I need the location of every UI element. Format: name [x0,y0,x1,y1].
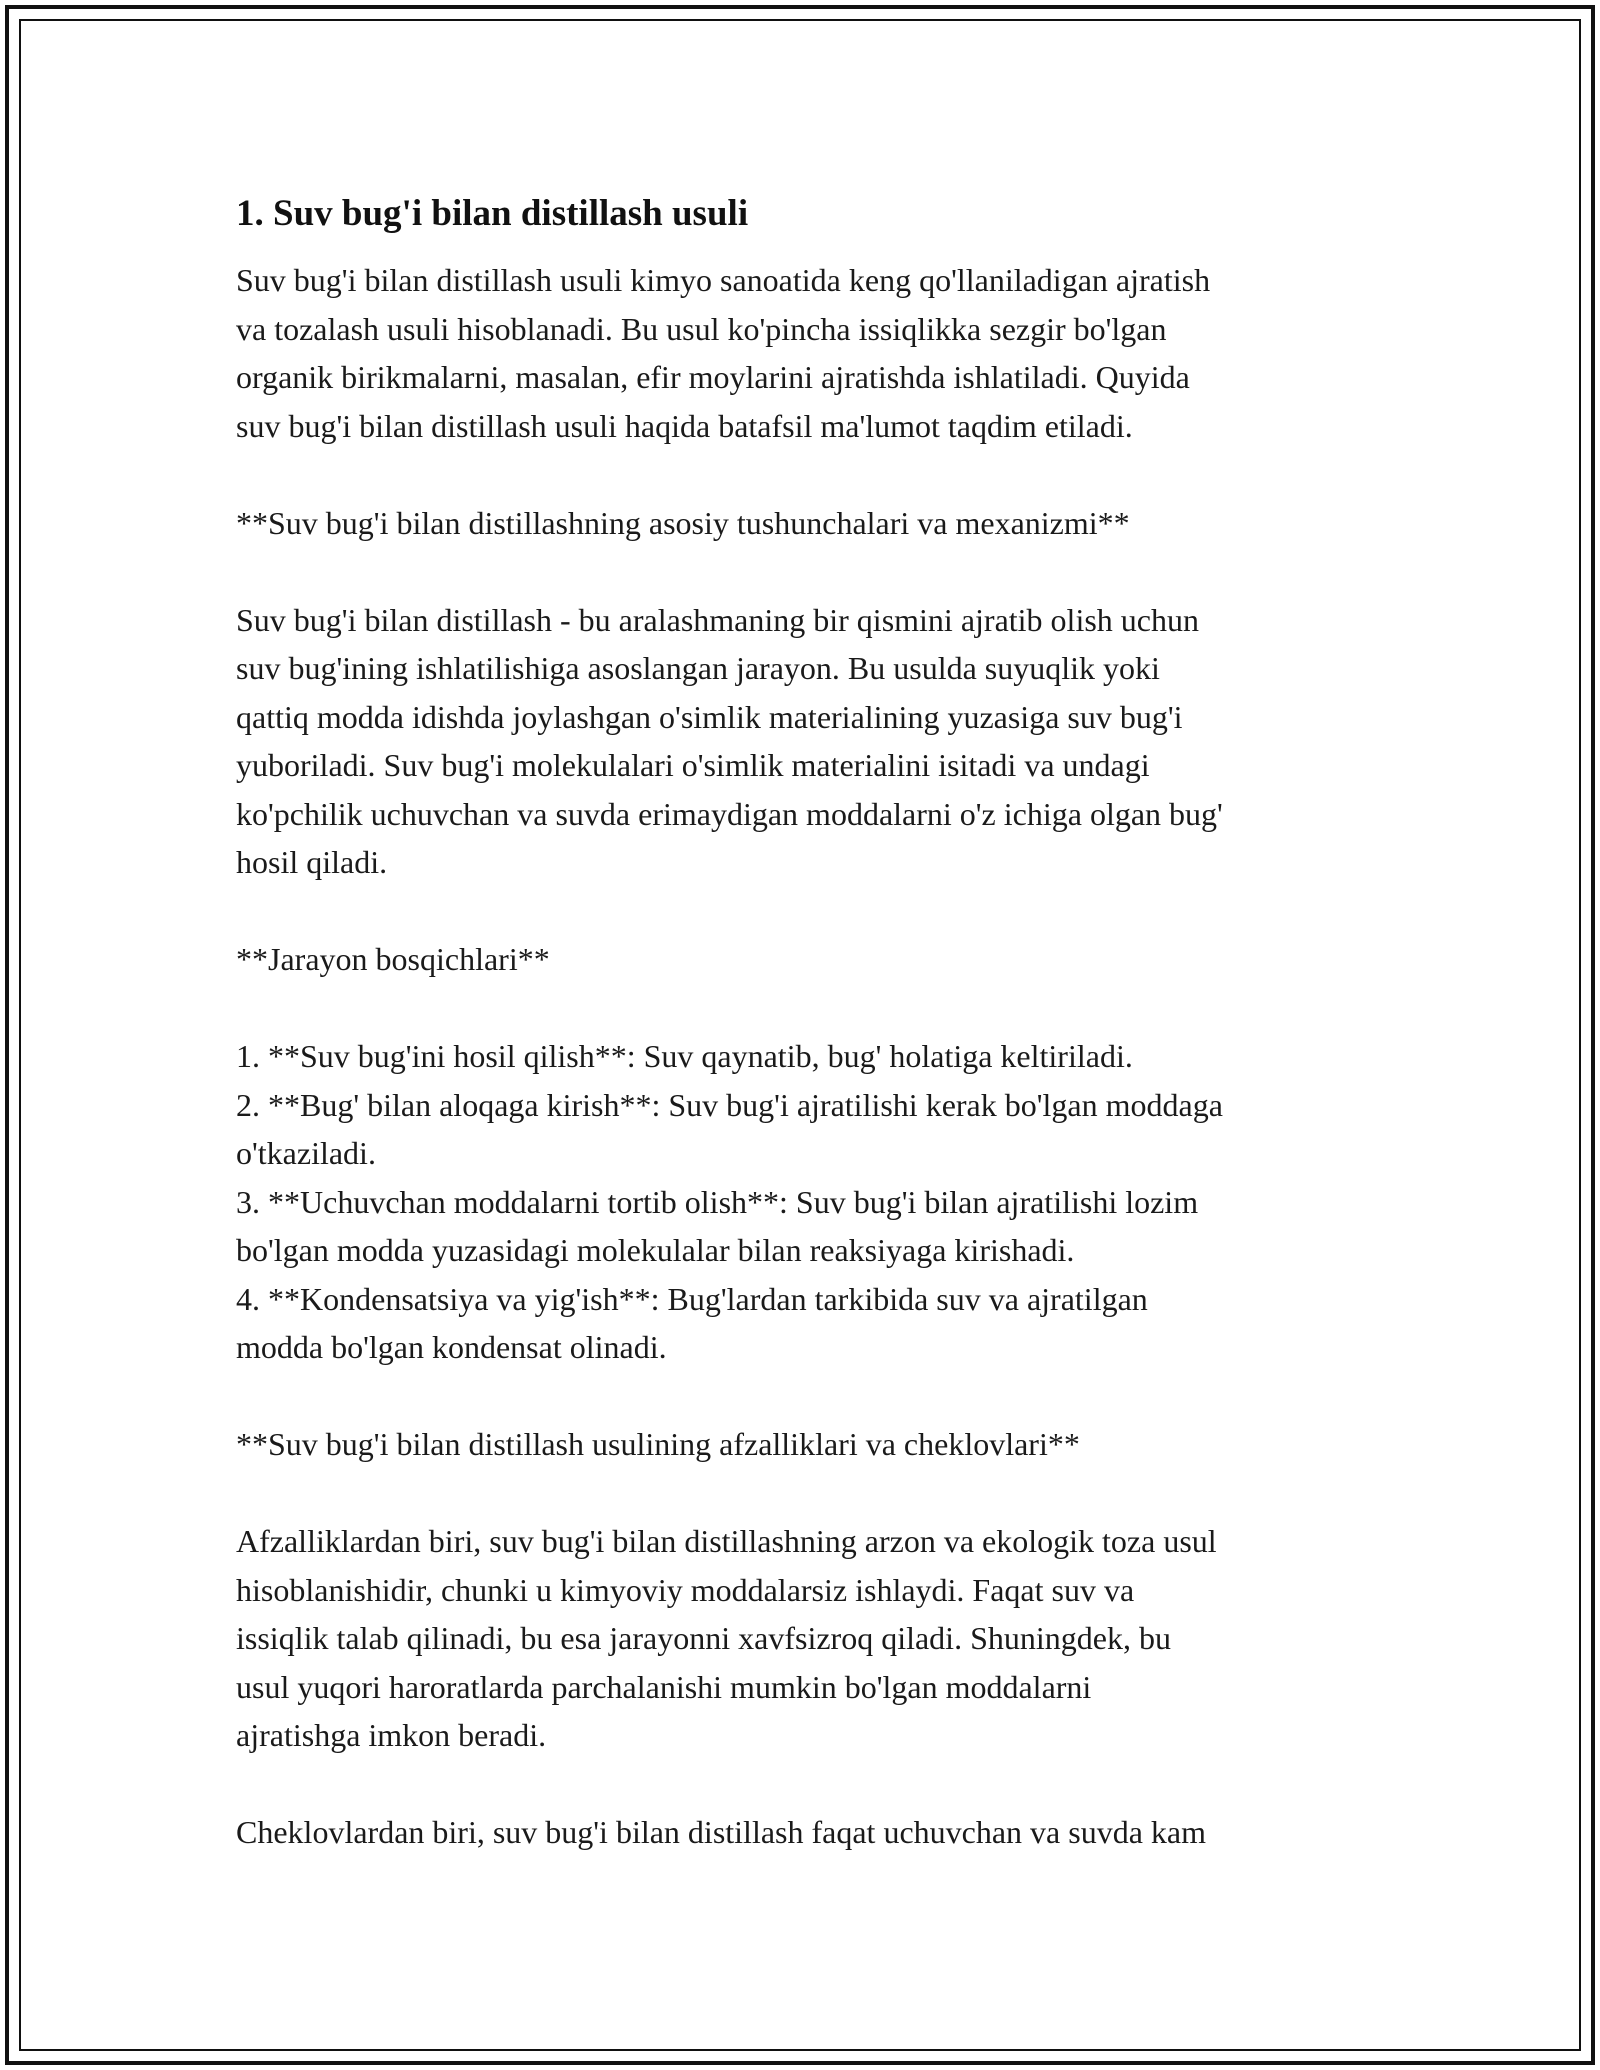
text-line: hisoblanishidir, chunki u kimyoviy moddalarsiz ishlaydi. Faqat suv va [236,1571,1135,1608]
text-line: Suv bug'i bilan distillash usuli kimyo sanoatida keng qo'llaniladigan ajratish [236,262,1211,298]
text-line: suv bug'ining ishlatilishiga asoslangan jarayon. Bu usulda suyuqlik yoki [236,650,1160,686]
text-line: **Suv bug'i bilan distillash usulining afzalliklari va cheklovlari** [236,1426,1080,1462]
blank-line [236,1760,1386,1809]
text-line: issiqlik talab qilinadi, bu esa jarayonni xavfsizroq qiladi. Shuningdek, bu [236,1620,1171,1656]
text-line: hosil qiladi. [236,844,388,880]
text-line: usul yuqori haroratlarda parchalanishi mumkin bo'lgan moddalarni [236,1668,1092,1705]
blank-line [236,1469,1386,1518]
text-line: bo'lgan modda yuzasidagi molekulalar bilan reaksiyaga kirishadi. [236,1232,1075,1268]
text-block [236,256,1386,1857]
blank-line [236,1372,1386,1421]
text-line: **Jarayon bosqichlari** [236,941,550,977]
text-line: suv bug'i bilan distillash usuli haqida batafsil ma'lumot taqdim etiladi. [236,407,1133,444]
text-line: **Suv bug'i bilan distillashning asosiy tushunchalari va mexanizmi** [236,504,1130,541]
blank-line [236,450,1386,499]
text-line: Cheklovlardan biri, suv bug'i bilan distillash faqat uchuvchan va suvda kam [236,1814,1206,1850]
document-body [236,188,1386,1857]
text-line: qattiq modda idishda joylashgan o'simlik materialining yuzasiga suv bug'i [236,698,1183,735]
blank-line [236,887,1386,936]
blank-line [236,547,1386,596]
text-line: ko'pchilik uchuvchan va suvda erimaydigan moddalarni o'z ichiga olgan bug' [236,795,1223,832]
text-line: 2. **Bug' bilan aloqaga kirish**: Suv bug'i ajratilishi kerak bo'lgan moddaga [236,1086,1223,1123]
text-line: ajratishga imkon beradi. [236,1717,547,1753]
text-line: 3. **Uchuvchan moddalarni tortib olish**: Suv bug'i bilan ajratilishi lozim [236,1183,1199,1220]
text-line: va tozalash usuli hisoblanadi. Bu usul ko'pincha issiqlikka sezgir bo'lgan [236,310,1167,347]
text-line: yuboriladi. Suv bug'i molekulalari o'simlik materialini isitadi va undagi [236,747,1150,783]
blank-line [236,984,1386,1033]
text-line: modda bo'lgan kondensat olinadi. [236,1329,667,1365]
text-line: Afzalliklardan biri, suv bug'i bilan distillashning arzon va ekologik toza usul [236,1523,1217,1559]
text-line: Suv bug'i bilan distillash - bu aralashmaning bir qismini ajratib olish uchun [236,601,1199,638]
text-line: 4. **Kondensatsiya va yig'ish**: Bug'lardan tarkibida suv va ajratilgan [236,1280,1148,1317]
text-line: organik birikmalarni, masalan, efir moylarini ajratishda ishlatiladi. Quyida [236,359,1190,395]
section-title: 1. Suv bug'i bilan distillash usuli [236,193,749,234]
text-line: 1. **Suv bug'ini hosil qilish**: Suv qaynatib, bug' holatiga keltiriladi. [236,1038,1133,1074]
text-line: o'tkaziladi. [236,1135,376,1171]
